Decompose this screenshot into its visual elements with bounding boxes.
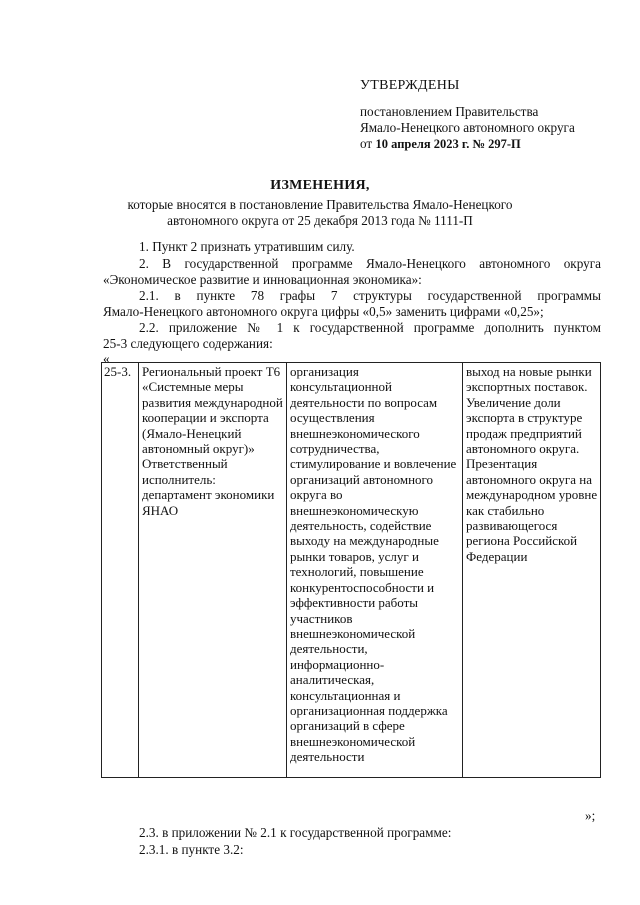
document-subtitle-line-2: автономного округа от 25 декабря 2013 года № 1111-П	[167, 213, 473, 228]
changes-table	[101, 362, 601, 778]
table-row	[102, 363, 601, 778]
paragraph-2-3: 2.3. в приложении № 2.1 к государственной программе:	[139, 825, 452, 840]
paragraph-2-line-1: 2. В государственной программе Ямало-Ненецкого автономного округа	[139, 256, 601, 271]
project-cell: Региональный проект Т6 «Системные меры развития международной кооперации и экспорта (Ямало-Ненецкий автономный округ)» Ответственный исполнитель: департамент экономики ЯНАО	[139, 363, 287, 778]
document-title: ИЗМЕНЕНИЯ,	[270, 178, 370, 193]
paragraph-1: 1. Пункт 2 признать утратившим силу.	[139, 239, 355, 254]
paragraph-2-3-1: 2.3.1. в пункте 3.2:	[139, 842, 244, 857]
paragraph-2-1-line-1: 2.1. в пункте 78 графы 7 структуры государственной программы	[139, 288, 601, 303]
document-subtitle-line-1: которые вносятся в постановление Правительства Ямало-Ненецкого	[127, 197, 513, 212]
opening-quote: «	[103, 351, 110, 366]
approval-date-prefix: от	[360, 136, 373, 151]
approval-line-2: Ямало-Ненецкого автономного округа	[360, 120, 575, 135]
result-cell: выход на новые рынки экспортных поставок. Увеличение доли экспорта в структуре продаж предприятий автономного округа. Презентация автономного округа на международном уровне как стабильно развивающегося региона Российской Федерации	[463, 363, 601, 778]
approval-title: УТВЕРЖДЕНЫ	[360, 78, 460, 93]
paragraph-2-line-2: «Экономическое развитие и инновационная экономика»:	[103, 272, 422, 287]
closing-quote: »;	[585, 808, 596, 823]
paragraph-2-1-line-2: Ямало-Ненецкого автономного округа цифры «0,5» заменить цифрами «0,25»;	[103, 304, 544, 319]
paragraph-2-2-line-2: 25-3 следующего содержания:	[103, 336, 273, 351]
paragraph-2-2-line-1: 2.2. приложение № 1 к государственной программе дополнить пунктом	[139, 320, 601, 335]
approval-line-1: постановлением Правительства	[360, 104, 539, 119]
activity-cell: организация консультационной деятельности по вопросам осуществления внешнеэкономического сотрудничества, стимулирование и вовлечение организаций автономного округа во внешнеэкономическую деятельность, содействие выходу на международные рынки товаров, услуг и технологий, повышение конкурентоспособности и эффективности работы участников внешнеэкономической деятельности, информационно-аналитическая, консультационная и организационная поддержка организаций в сфере внешнеэкономической деятельности	[287, 363, 463, 778]
approval-date-value: 10 апреля 2023 г. № 297-П	[375, 137, 521, 151]
row-number-cell: 25-3.	[102, 363, 139, 778]
approval-date	[360, 136, 521, 152]
